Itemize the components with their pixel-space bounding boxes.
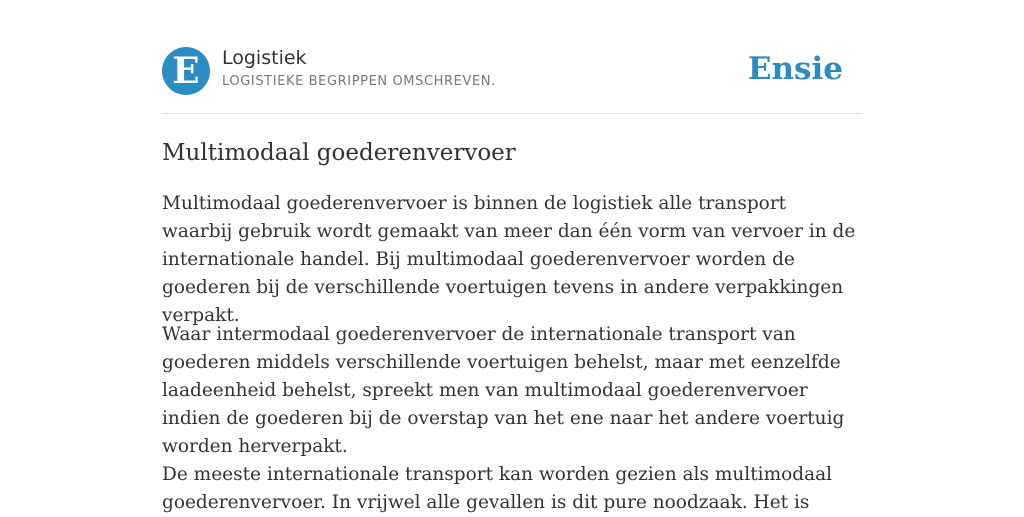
site-title[interactable]: Logistiek <box>222 47 307 69</box>
ensie-logo-icon[interactable]: E <box>162 47 210 95</box>
article-paragraph: Multimodaal goederenvervoer is binnen de logistiek alle transport waarbij gebruik wordt gemaakt van meer dan één vorm van vervoer in de internationale handel. Bij multimodaal goederenvervoer worden de goederen bij de verschillende voertuigen tevens in andere verpakkingen verpakt. <box>162 193 856 326</box>
site-header <box>162 0 862 114</box>
article-title: Multimodaal goederenvervoer <box>162 140 516 166</box>
site-subtitle: LOGISTIEKE BEGRIPPEN OMSCHREVEN. <box>222 74 496 89</box>
article-paragraph: De meeste internationale transport kan worden gezien als multimodaal goederenvervoer. In vrijwel alle gevallen is dit pure noodzaak. Het is <box>162 464 833 513</box>
article-paragraph: Waar intermodaal goederenvervoer de internationale transport van goederen middels verschillende voertuigen behelst, maar met eenzelfde laadeenheid behelst, spreekt men van multimodaal goederenvervoer indien de goederen bij de overstap van het ene naar het andere voertuig worden herverpakt. <box>162 324 845 457</box>
brand-logo[interactable]: Ensie <box>747 51 843 87</box>
page <box>162 0 862 513</box>
